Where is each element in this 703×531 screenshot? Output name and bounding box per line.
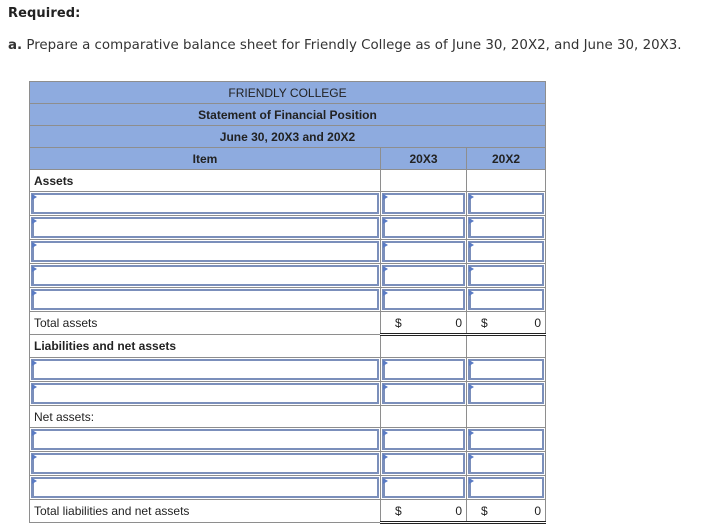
column-header-item: Item <box>30 148 381 170</box>
column-header-20x2: 20X2 <box>467 148 546 170</box>
table-title: FRIENDLY COLLEGE <box>30 82 546 104</box>
asset-input-row <box>30 216 546 240</box>
total-assets-20x3-value: 0 <box>455 316 462 330</box>
asset-20x3-input[interactable] <box>382 217 465 238</box>
empty-cell <box>381 406 467 428</box>
net-asset-input-row <box>30 476 546 500</box>
asset-item-input[interactable] <box>31 265 379 286</box>
balance-sheet-table <box>29 81 546 524</box>
net-asset-20x3-input[interactable] <box>382 453 465 474</box>
asset-20x2-input[interactable] <box>468 241 544 262</box>
total-liabilities-20x3-value: 0 <box>455 504 462 518</box>
net-asset-20x3-input[interactable] <box>382 477 465 498</box>
liability-item-input[interactable] <box>31 359 379 380</box>
total-liabilities-row <box>30 500 546 523</box>
liability-20x2-input[interactable] <box>468 359 544 380</box>
net-asset-input-row <box>30 428 546 452</box>
asset-20x3-input[interactable] <box>382 241 465 262</box>
liabilities-section-label: Liabilities and net assets <box>30 335 381 358</box>
liability-20x2-input[interactable] <box>468 383 544 404</box>
instruction-body: Prepare a comparative balance sheet for Friendly College as of June 30, 20X2, and June 30, 20X3. <box>22 38 682 53</box>
total-liabilities-20x2-value: 0 <box>534 504 541 518</box>
empty-cell <box>467 335 546 358</box>
asset-item-input[interactable] <box>31 217 379 238</box>
total-liabilities-label: Total liabilities and net assets <box>30 500 381 523</box>
asset-20x2-input[interactable] <box>468 193 544 214</box>
table-subtitle: Statement of Financial Position <box>30 104 546 126</box>
currency-symbol: $ <box>481 316 488 330</box>
asset-20x3-input[interactable] <box>382 265 465 286</box>
net-asset-20x3-input[interactable] <box>382 429 465 450</box>
asset-20x2-input[interactable] <box>468 289 544 310</box>
column-header-20x3: 20X3 <box>381 148 467 170</box>
total-assets-row <box>30 312 546 335</box>
asset-20x2-input[interactable] <box>468 265 544 286</box>
net-asset-20x2-input[interactable] <box>468 477 544 498</box>
liability-item-input[interactable] <box>31 383 379 404</box>
total-assets-20x3 <box>381 312 467 335</box>
asset-20x3-input[interactable] <box>382 289 465 310</box>
net-asset-item-input[interactable] <box>31 477 379 498</box>
total-liabilities-20x3 <box>381 500 467 523</box>
total-assets-20x2 <box>467 312 546 335</box>
asset-item-input[interactable] <box>31 289 379 310</box>
currency-symbol: $ <box>481 504 488 518</box>
empty-cell <box>381 335 467 358</box>
liability-input-row <box>30 382 546 406</box>
net-assets-section-label: Net assets: <box>30 406 381 428</box>
liability-20x3-input[interactable] <box>382 359 465 380</box>
empty-cell <box>467 406 546 428</box>
asset-input-row <box>30 264 546 288</box>
net-asset-20x2-input[interactable] <box>468 453 544 474</box>
total-assets-20x2-value: 0 <box>534 316 541 330</box>
net-asset-20x2-input[interactable] <box>468 429 544 450</box>
table-date-line: June 30, 20X3 and 20X2 <box>30 126 546 148</box>
empty-cell <box>381 170 467 192</box>
asset-item-input[interactable] <box>31 241 379 262</box>
asset-item-input[interactable] <box>31 193 379 214</box>
total-liabilities-20x2 <box>467 500 546 523</box>
currency-symbol: $ <box>395 316 402 330</box>
net-asset-item-input[interactable] <box>31 453 379 474</box>
instruction-text <box>8 38 682 53</box>
net-asset-input-row <box>30 452 546 476</box>
liability-20x3-input[interactable] <box>382 383 465 404</box>
asset-input-row <box>30 192 546 216</box>
assets-section-label: Assets <box>30 170 381 192</box>
asset-input-row <box>30 240 546 264</box>
net-asset-item-input[interactable] <box>31 429 379 450</box>
empty-cell <box>467 170 546 192</box>
asset-20x3-input[interactable] <box>382 193 465 214</box>
liability-input-row <box>30 358 546 382</box>
currency-symbol: $ <box>395 504 402 518</box>
asset-20x2-input[interactable] <box>468 217 544 238</box>
instruction-marker: a. <box>8 38 23 53</box>
total-assets-label: Total assets <box>30 312 381 335</box>
asset-input-row <box>30 288 546 312</box>
required-heading: Required: <box>8 6 81 21</box>
